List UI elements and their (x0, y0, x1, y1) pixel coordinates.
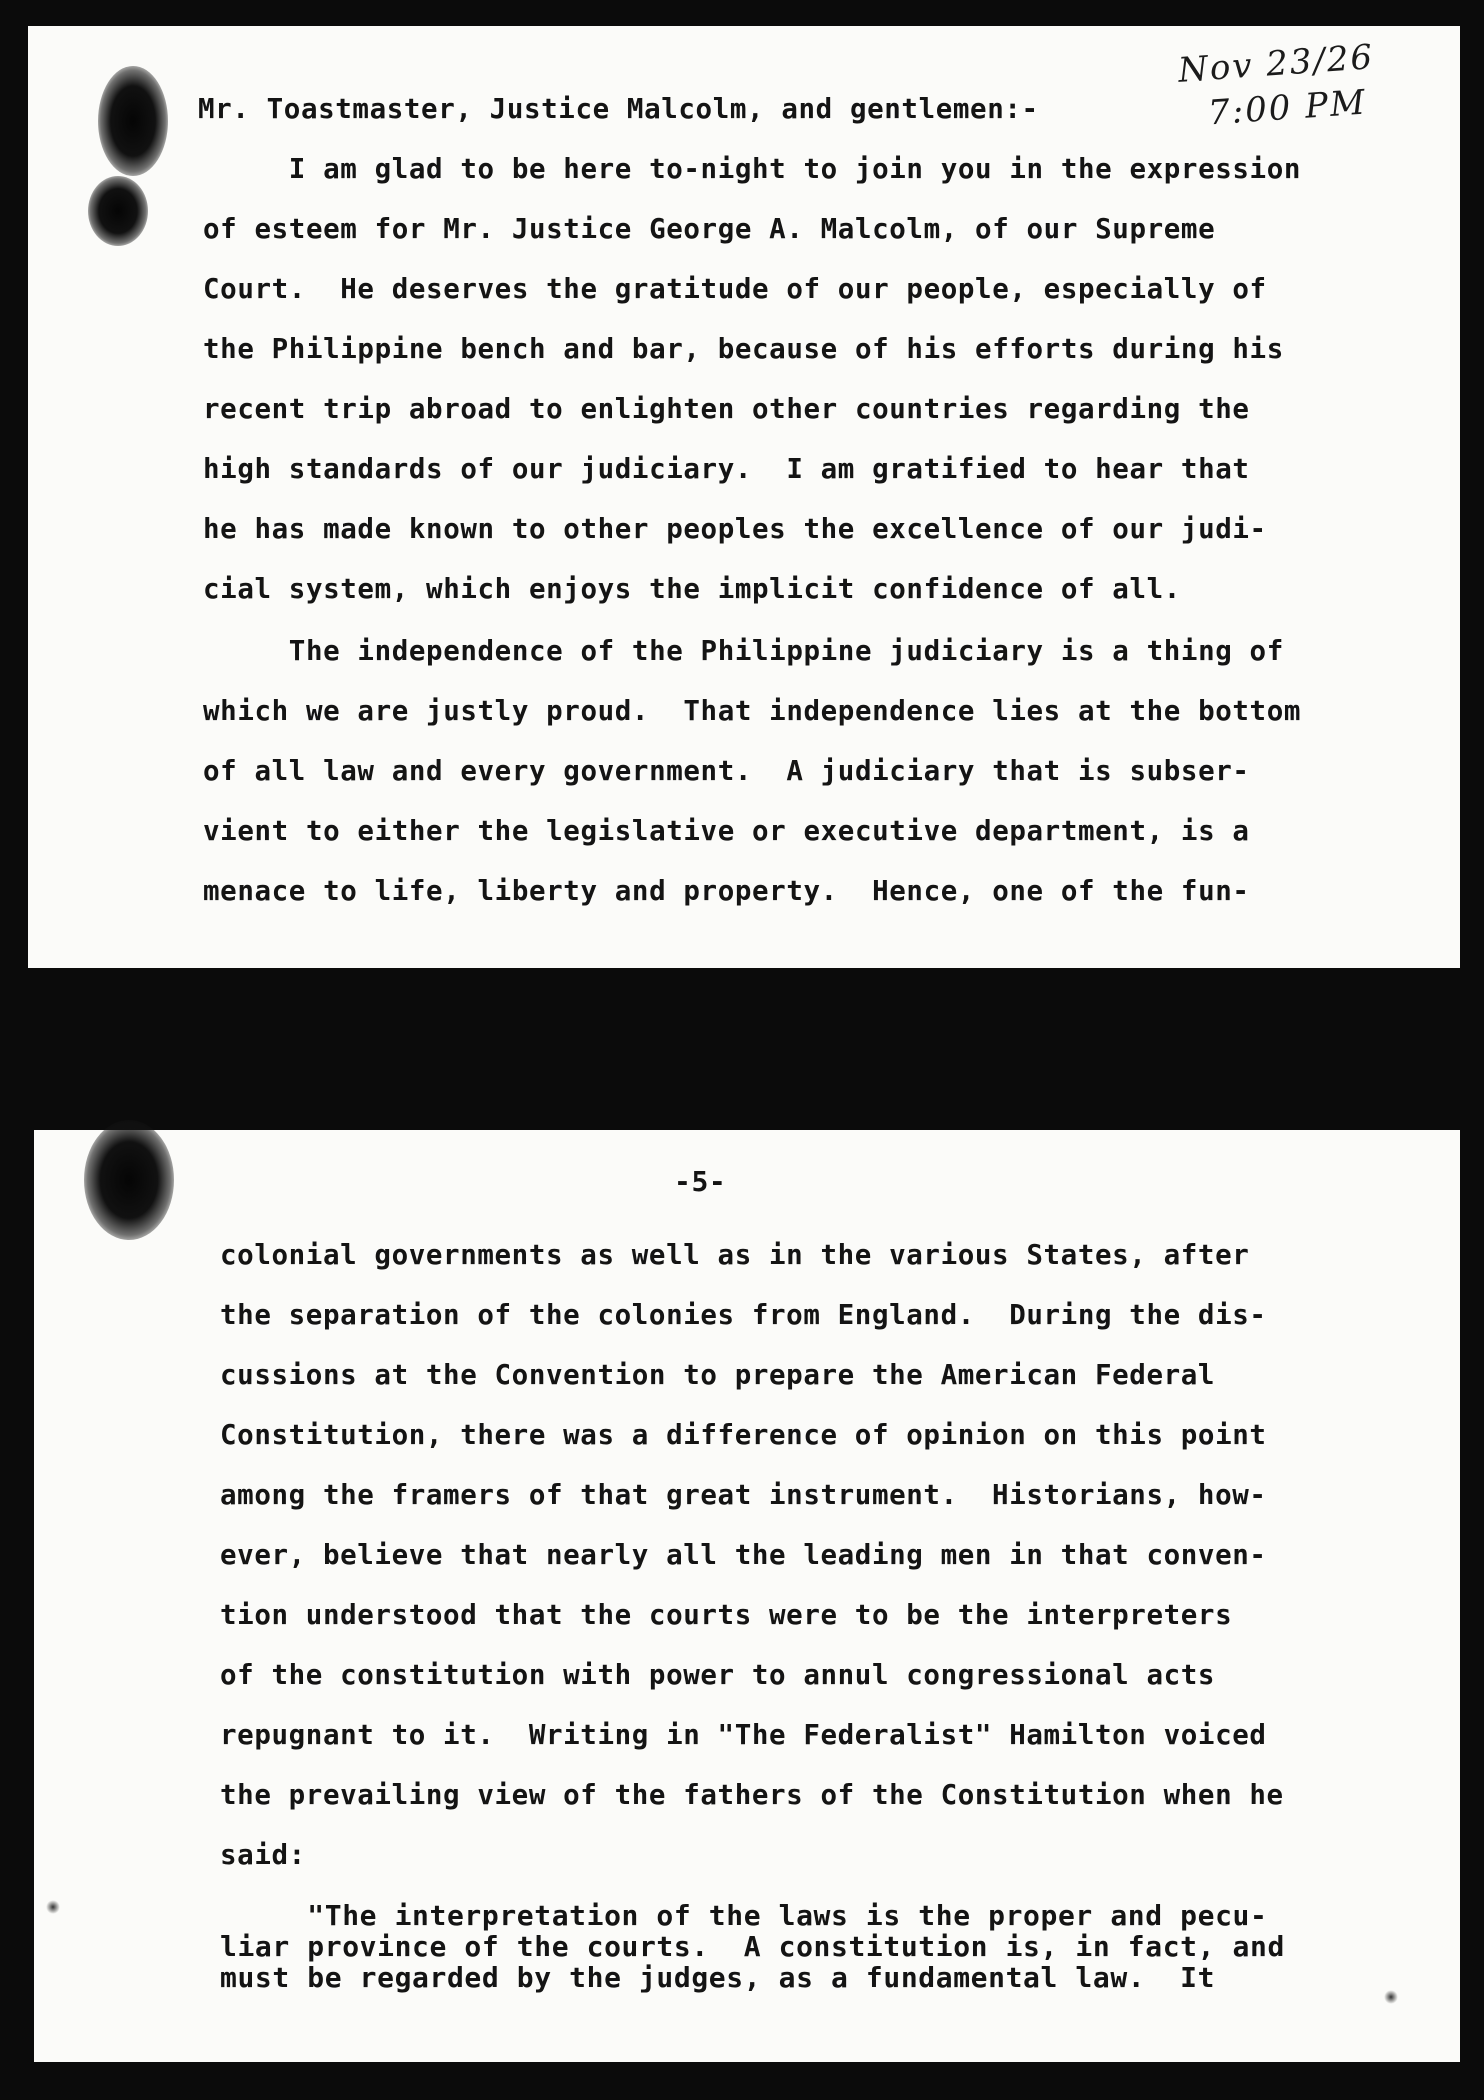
quote-line: must be regarded by the judges, as a fundamental law. It (220, 1961, 1216, 1994)
text-line: the separation of the colonies from England. During the dis- (220, 1299, 1267, 1331)
text-line: recent trip abroad to enlighten other countries regarding the (203, 393, 1250, 425)
salutation-line: Mr. Toastmaster, Justice Malcolm, and gentlemen:- (198, 93, 1039, 125)
text-line: ever, believe that nearly all the leading men in that conven- (220, 1539, 1267, 1571)
quote-line: liar province of the courts. A constitution is, in fact, and (220, 1930, 1285, 1963)
text-line: of all law and every government. A judiciary that is subser- (203, 755, 1250, 787)
text-line: repugnant to it. Writing in "The Federalist" Hamilton voiced (220, 1719, 1267, 1751)
text-line: tion understood that the courts were to be the interpreters (220, 1599, 1233, 1631)
top-page (28, 26, 1460, 968)
text-line: high standards of our judiciary. I am gratified to hear that (203, 453, 1250, 485)
text-line: he has made known to other peoples the excellence of our judi- (203, 513, 1267, 545)
text-line: The independence of the Philippine judiciary is a thing of (203, 635, 1284, 667)
text-line: vient to either the legislative or executive department, is a (203, 815, 1250, 847)
text-line: said: (220, 1839, 306, 1871)
text-line: of the constitution with power to annul congressional acts (220, 1659, 1216, 1691)
text-line: which we are justly proud. That independence lies at the bottom (203, 695, 1302, 727)
text-line: the Philippine bench and bar, because of his efforts during his (203, 333, 1284, 365)
text-line: the prevailing view of the fathers of the Constitution when he (220, 1779, 1284, 1811)
quote-line: "The interpretation of the laws is the proper and pecu- (220, 1899, 1268, 1932)
ink-blot (88, 176, 148, 246)
text-line: among the framers of that great instrument. Historians, how- (220, 1479, 1267, 1511)
text-line: of esteem for Mr. Justice George A. Malcolm, of our Supreme (203, 213, 1216, 245)
text-line: Constitution, there was a difference of opinion on this point (220, 1419, 1267, 1451)
text-line: colonial governments as well as in the various States, after (220, 1239, 1250, 1271)
text-line: Court. He deserves the gratitude of our people, especially of (203, 273, 1267, 305)
bottom-page (34, 1130, 1460, 2062)
ink-blot (84, 1120, 174, 1240)
text-line: cussions at the Convention to prepare the American Federal (220, 1359, 1216, 1391)
handwritten-date: Nov 23/26 (1176, 37, 1376, 91)
ink-speck (1384, 1990, 1398, 2004)
page-number: -5- (674, 1165, 727, 1198)
ink-speck (46, 1900, 60, 1914)
text-line: menace to life, liberty and property. Hence, one of the fun- (203, 875, 1250, 907)
ink-blot (98, 66, 168, 176)
text-line: cial system, which enjoys the implicit confidence of all. (203, 573, 1181, 605)
handwritten-time: 7:00 PM (1206, 82, 1369, 134)
text-line: I am glad to be here to-night to join you in the expression (203, 153, 1302, 185)
